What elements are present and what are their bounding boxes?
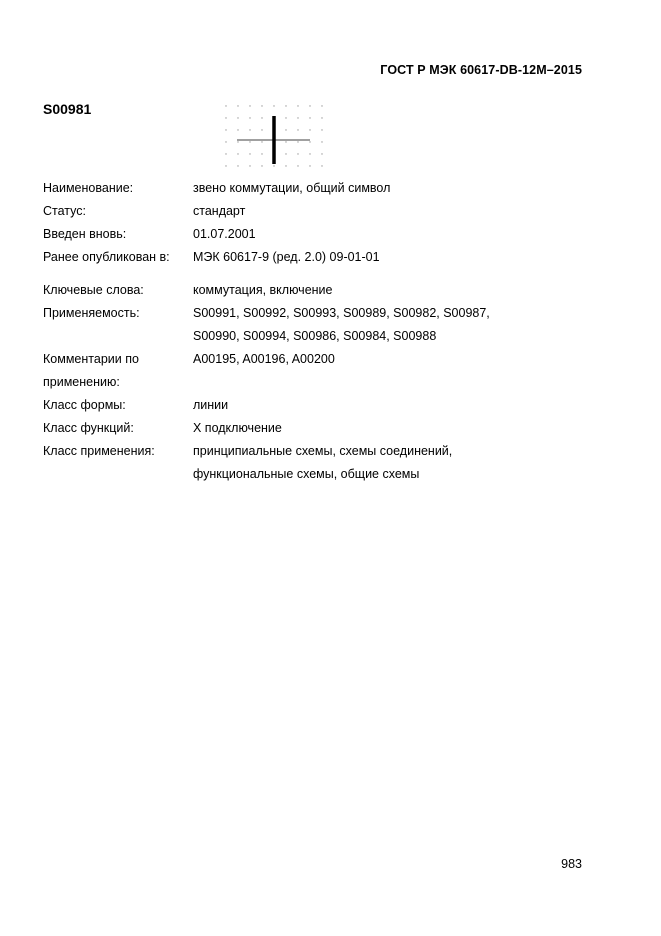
make-contact-symbol-icon [220,100,330,172]
grid-dot [309,141,310,142]
attr-row-applicability [43,302,583,348]
grid-dot [321,129,322,130]
attr-label-name: Наименование: [43,181,134,195]
document-header: ГОСТ Р МЭК 60617-DB-12M–2015 [380,63,582,77]
grid-dot [285,105,286,106]
attr-row-function-class [43,417,583,440]
grid-dot [261,165,262,166]
attr-value-line: 01.07.2001 [193,227,256,241]
grid-dot [237,153,238,154]
attr-value-line: S00991, S00992, S00993, S00989, S00982, S00987, [193,306,490,320]
grid-dot [309,153,310,154]
attr-label-applicability: Применяемость: [43,306,140,320]
attr-label-status: Статус: [43,204,86,218]
attr-label-form-class: Класс формы: [43,398,126,412]
grid-dot [225,165,226,166]
attr-row-form-class [43,394,583,417]
grid-dot [237,129,238,130]
attr-value-application-class [193,440,583,486]
grid-dot [225,105,226,106]
page-number: 983 [561,857,582,871]
grid-dot [237,165,238,166]
grid-dot [261,105,262,106]
grid-dot [237,105,238,106]
grid-dot [237,141,238,142]
grid-dot [285,141,286,142]
attr-value-line: стандарт [193,204,246,218]
attr-value-line: принципиальные схемы, схемы соединений, [193,444,453,458]
grid-dot [321,165,322,166]
attr-value-introduced [193,223,583,246]
grid-dot [225,117,226,118]
grid-dot [249,165,250,166]
attr-value-published [193,246,583,269]
grid-dot [273,165,274,166]
grid-dot [249,105,250,106]
attr-row-name [43,177,583,200]
attr-value-keywords [193,279,583,302]
grid-dot [309,165,310,166]
grid-dot [297,165,298,166]
attr-value-line: линии [193,398,229,412]
attr-value-applicability [193,302,583,348]
attr-value-status [193,200,583,223]
grid-dot [249,141,250,142]
grid-dot [225,141,226,142]
grid-dot [261,141,262,142]
attr-value-line: звено коммутации, общий символ [193,181,391,195]
attr-value-line: A00195, A00196, A00200 [193,352,335,366]
attr-label-function-class: Класс функций: [43,421,134,435]
grid-dot [297,153,298,154]
attr-value-comments [193,348,583,394]
grid-dot [297,129,298,130]
attr-value-line: МЭК 60617-9 (ред. 2.0) 09-01-01 [193,250,380,264]
grid-dot [249,129,250,130]
grid-dot [297,141,298,142]
grid-dot [249,117,250,118]
attr-row-comments [43,348,583,394]
grid-dot [237,117,238,118]
attr-label-comments: Комментарии по применению: [43,352,139,389]
attr-value-line: функциональные схемы, общие схемы [193,467,420,481]
attributes-table [43,177,583,486]
grid-dot [285,153,286,154]
grid-dot [321,105,322,106]
grid-dot [225,153,226,154]
grid-dot [273,105,274,106]
grid-dot [309,117,310,118]
grid-dot [285,117,286,118]
grid-dot [297,105,298,106]
attr-label-published: Ранее опубликован в: [43,250,170,264]
grid-dot [261,153,262,154]
attr-row-keywords [43,279,583,302]
grid-dot [321,141,322,142]
attr-value-line: X подключение [193,421,282,435]
grid-dot [261,129,262,130]
grid-dot [285,129,286,130]
attr-label-application-class: Класс применения: [43,444,155,458]
grid-dot [249,153,250,154]
grid-dot [321,117,322,118]
attr-label-keywords: Ключевые слова: [43,283,144,297]
attr-value-name [193,177,583,200]
symbol-code: S00981 [43,101,92,117]
grid-dot [309,105,310,106]
attr-row-introduced [43,223,583,246]
attr-row-published [43,246,583,269]
grid-dot [225,129,226,130]
attr-row-status [43,200,583,223]
attr-label-introduced: Введен вновь: [43,227,127,241]
grid-dot [309,129,310,130]
attr-value-line: коммутация, включение [193,283,333,297]
attr-value-line: S00990, S00994, S00986, S00984, S00988 [193,329,437,343]
attr-row-application-class [43,440,583,486]
grid-dot [321,153,322,154]
grid-dot [261,117,262,118]
grid-dot [297,117,298,118]
grid-dot [285,165,286,166]
attr-value-form-class [193,394,583,417]
attr-value-function-class [193,417,583,440]
